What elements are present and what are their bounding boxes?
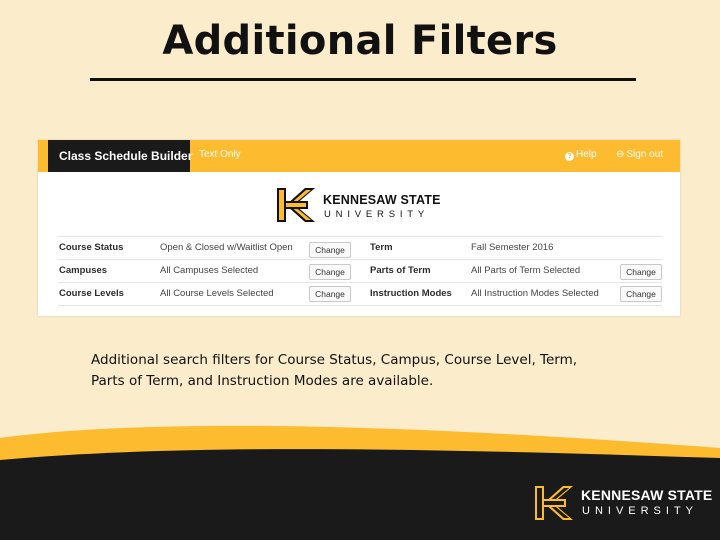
course-status-label: Course Status [59,242,124,253]
divider [58,236,662,237]
term-value: Fall Semester 2016 [471,242,554,253]
instruction-modes-change-button[interactable]: Change [620,286,662,302]
divider [58,305,662,306]
course-status-change-button[interactable]: Change [309,242,351,258]
course-levels-change-button[interactable]: Change [309,286,351,302]
app-brand[interactable]: Class Schedule Builder [48,140,190,172]
campuses-change-button[interactable]: Change [309,264,351,280]
footer-logo-subname: UNIVERSITY [582,505,699,517]
divider [58,282,662,283]
help-circle-icon: ? [565,152,574,161]
course-levels-label: Course Levels [59,288,124,299]
caption-line-2: Parts of Term, and Instruction Modes are available. [91,373,434,389]
sign-out-link[interactable] [616,140,663,170]
ksu-logo-mark-icon [533,482,575,524]
ksu-logo [275,184,455,226]
course-levels-value: All Course Levels Selected [160,288,274,299]
sign-out-icon: ⊖ [616,149,625,160]
app-header-bar [38,140,680,172]
help-label: Help [576,149,597,160]
caption-line-1: Additional search filters for Course Status, Campus, Course Level, Term, [91,352,578,368]
sign-out-label: Sign out [626,149,664,160]
footer-logo-name: KENNESAW STATE [581,487,713,503]
divider [58,259,662,260]
parts-of-term-value: All Parts of Term Selected [471,265,581,276]
instruction-modes-label: Instruction Modes [370,288,452,299]
logo-subname: UNIVERSITY [324,209,430,220]
parts-of-term-label: Parts of Term [370,265,431,276]
term-label: Term [370,242,393,253]
footer-ksu-logo [533,482,713,524]
help-link[interactable] [565,140,597,170]
text-only-link[interactable]: Text Only [199,149,241,160]
campuses-label: Campuses [59,265,108,276]
course-status-value: Open & Closed w/Waitlist Open [160,242,293,253]
slide-caption [91,350,651,392]
title-underline [90,78,636,81]
logo-name: KENNESAW STATE [323,193,441,207]
ksu-logo-mark-icon [275,184,317,226]
parts-of-term-change-button[interactable]: Change [620,264,662,280]
app-screenshot [38,140,680,316]
instruction-modes-value: All Instruction Modes Selected [471,288,599,299]
campuses-value: All Campuses Selected [160,265,259,276]
slide-title: Additional Filters [162,18,558,64]
